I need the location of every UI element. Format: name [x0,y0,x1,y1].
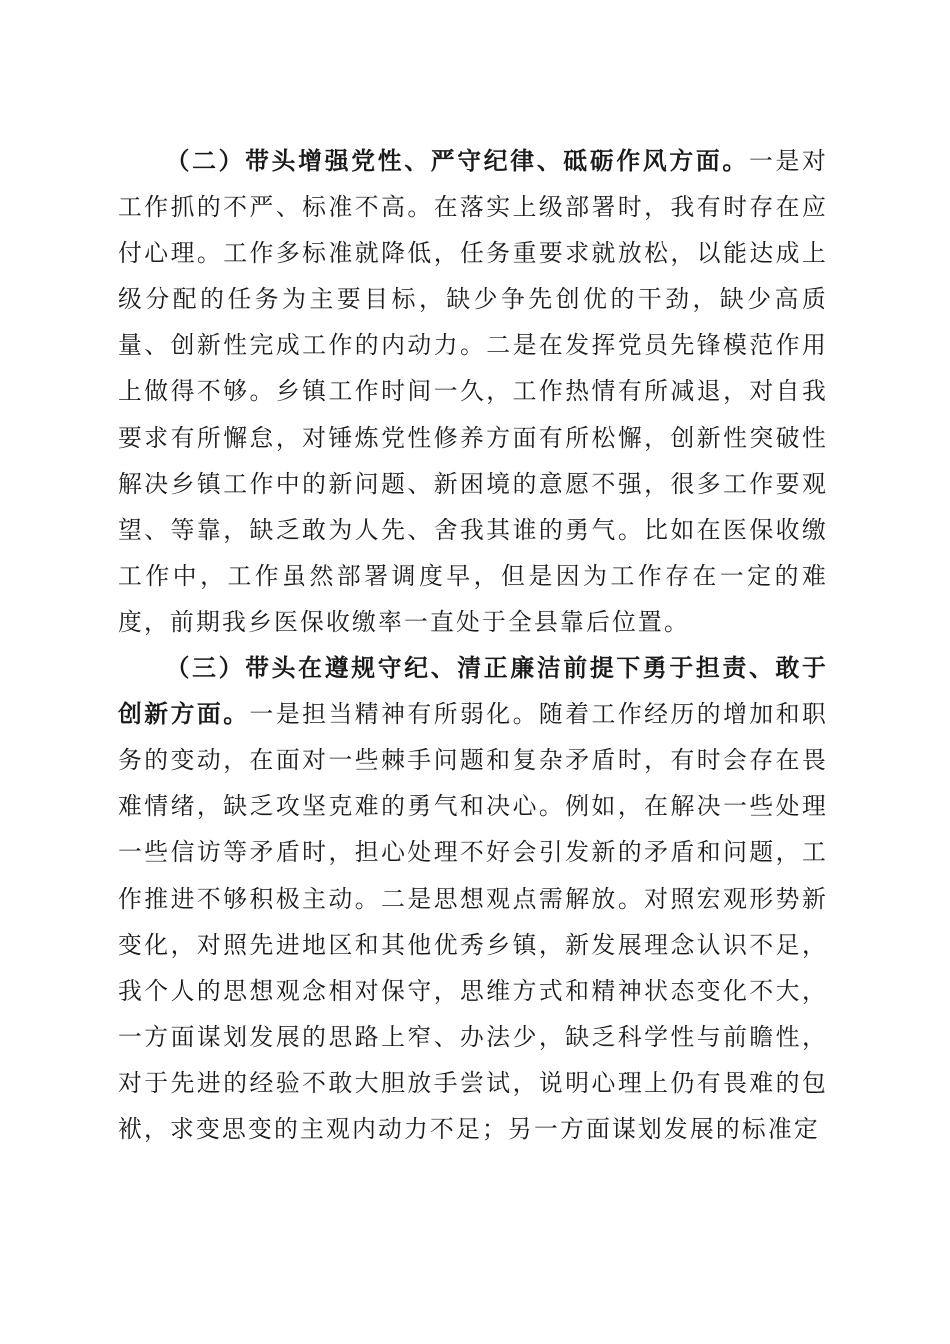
paragraph-section-3 [118,645,828,1152]
section-heading-3: （三）带头在遵规守纪、清正廉洁前提下勇于担责、敢于创新方面。 [118,654,828,729]
section-body-3: 一是担当精神有所弱化。随着工作经历的增加和职务的变动，在面对一些棘手问题和复杂矛盾时，有时会存在畏难情绪，缺乏攻坚克难的勇气和决心。例如，在解决一些处理一些信访等矛盾时，担心处理不好会引发新的矛盾和问题，工作推进不够积极主动。二是思想观点需解放。对照宏观形势新变化，对照先进地区和其他优秀乡镇，新发展理念认识不足，我个人的思想观念相对保守，思维方式和精神状态变化不大，一方面谋划发展的思路上窄、办法少，缺乏科学性与前瞻性，对于先进的经验不敢大胆放手尝试，说明心理上仍有畏难的包袱，求变思变的主观内动力不足；另一方面谋划发展的标准定 [118,700,829,1143]
section-body-2: 一是对工作抓的不严、标准不高。在落实上级部署时，我有时存在应付心理。工作多标准就降低，任务重要求就放松，以能达成上级分配的任务为主要目标，缺少争先创优的干劲，缺少高质量、创新性完成工作的内动力。二是在发挥党员先锋模范作用上做得不够。乡镇工作时间一久，工作热情有所减退，对自我要求有所懈怠，对锤炼党性修养方面有所松懈，创新性突破性解决乡镇工作中的新问题、新困境的意愿不强，很多工作要观望、等靠，缺乏敢为人先、舍我其谁的勇气。比如在医保收缴工作中，工作虽然部署调度早，但是因为工作存在一定的难度，前期我乡医保收缴率一直处于全县靠后位置。 [118,147,828,636]
paragraph-section-2 [118,138,828,645]
section-heading-2: （二）带头增强党性、严守纪律、砥砺作风方面。 [165,147,749,175]
document-body [118,138,828,1152]
